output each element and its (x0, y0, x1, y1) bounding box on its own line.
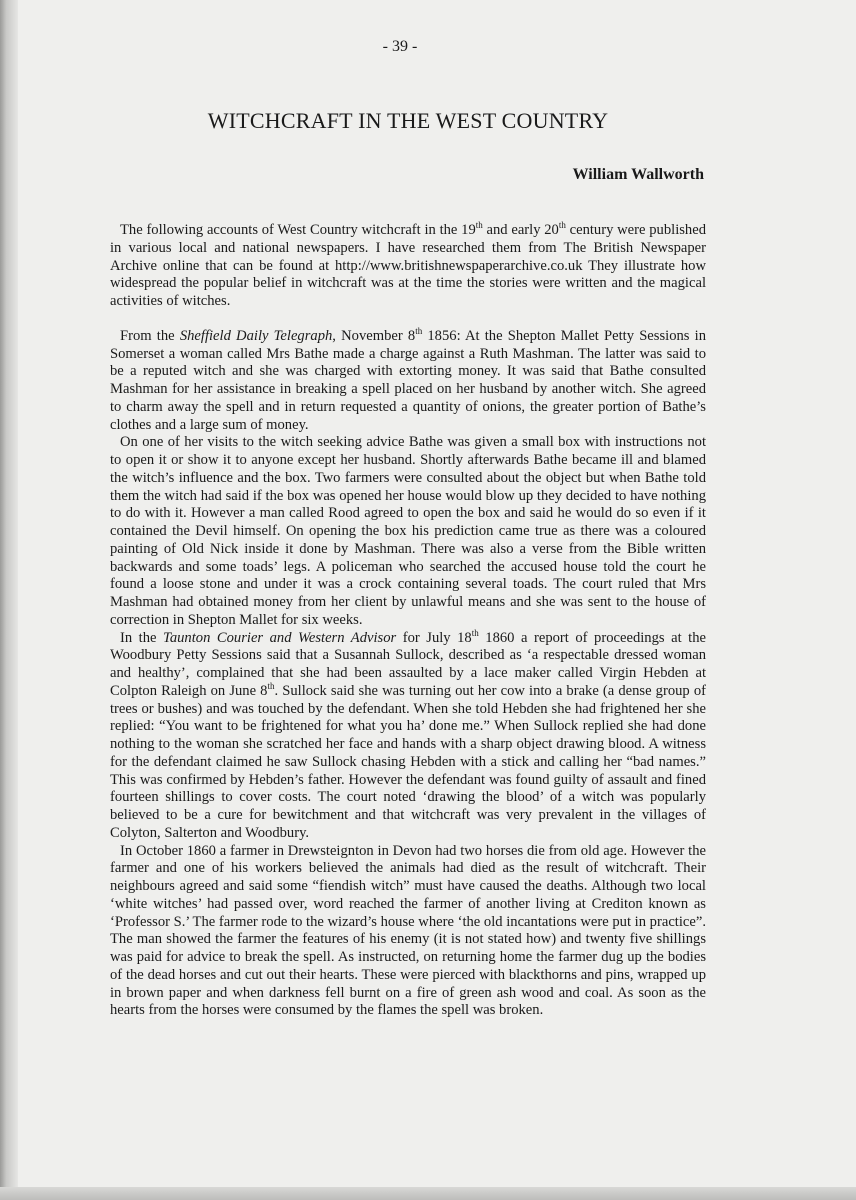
paragraph-box: On one of her visits to the witch seeking advice Bathe was given a small box with instructions not to open it or show it to anyone except her husband. Shortly afterwards Bathe became ill and blamed the witch’s influence and the box. Two farmers were consulted about the object but when Bathe told them the witch had said if the box was opened her house would blow up they decided to have nothing to do with it. However a man called Rood agreed to open the box and said he would do so even if it contained the Devil himself. On opening the box his prediction came true as there was a coloured painting of Old Nick inside it done by Mashman. There was also a verse from the Bible written backwards and some toads’ legs. A policeman who searched the accused house told the court he found a loose stone and under it was a crock containing several toads. The court ruled that Mrs Mashman had obtained money from her client by unlawful means and she was sent to the house of correction in Shepton Mallet for six weeks. (110, 434, 706, 628)
newspaper-title: Sheffield Daily Telegraph (179, 327, 333, 344)
intro-paragraph: The following accounts of West Country witchcraft in the 19th and early 20th century were published in various local and national newspapers. I have researched them from The British Newspaper Archive online that can be found at http://www.britishnewspaperarchive.co.uk They illustrate how widespread the popular belief in witchcraft was at the time the stories were written and the magical activities of witches. (110, 220, 706, 309)
article-body (110, 222, 706, 1020)
article-title: WITCHCRAFT IN THE WEST COUNTRY (207, 108, 609, 133)
page-number: - 39 - (382, 38, 418, 55)
article-author: William Wallworth (572, 166, 704, 183)
paragraph-taunton: In the Taunton Courier and Western Advisor for July 18th 1860 a report of proceedings at the Woodbury Petty Sessions said that a Susannah Sullock, described as ‘a respectable dressed woman and healthy’, complained that she had been assaulted by a lace maker called Virgin Hebden at Colpton Raleigh on June 8th. Sullock said she was turning out her cow into a brake (a dense group of trees or bushes) and was touched by the defendant. When she told Hebden she had frightened her she replied: “You want to be frightened for what you ha’ done me.” When Sullock replied she had done nothing to the woman she scratched her face and hands with a sharp object drawing blood. A witness for the defendant claimed he saw Sullock chasing Hebden with a stick and calling her “bad names.” This was confirmed by Hebden’s father. However the defendant was found guilty of assault and fined fourteen shillings to cover costs. The court noted ‘drawing the blood’ of a witch was popularly believed to be a cure for bewitchment and that witchcraft was very prevalent in the villages of Colyton, Salterton and Woodbury. (110, 627, 706, 841)
page-bottom-edge (0, 1187, 856, 1200)
newspaper-title: Taunton Courier and Western Advisor (163, 629, 397, 646)
paragraph-drewsteignton: In October 1860 a farmer in Drewsteignton in Devon had two horses die from old age. However the farmer and one of his workers believed the animals had died as the result of witchcraft. Their neighbours agreed and said some “fiendish witch” must have caused the deaths. Although two local ‘white witches’ had passed over, word reached the farmer of another living at Crediton known as ‘Professor S.’ The farmer rode to the wizard’s house where ‘the old incantations were put in practice”. The man showed the farmer the features of his enemy (it is not stated how) and twenty five shillings was paid for advice to break the spell. As instructed, on returning home the farmer dug up the bodies of the dead horses and cut out their hearts. These were pierced with blackthorns and pins, wrapped up in brown paper and when darkness fell burnt on a fire of green ash wood and coal. As soon as the hearts from the horses were consumed by the flames the spell was broken. (110, 842, 706, 1019)
book-spine-shadow (0, 0, 18, 1200)
paragraph-sheffield: From the Sheffield Daily Telegraph, November 8th 1856: At the Shepton Mallet Petty Sessions in Somerset a woman called Mrs Bathe made a charge against a Ruth Mashman. The latter was said to be a reputed witch and she was charged with extorting money. It was said that Bathe consulted Mashman for her assistance in breaking a spell placed on her husband by another witch. She agreed to charm away the spell and in return requested a quantity of onions, the greater portion of Bathe’s clothes and a large sum of money. (110, 325, 706, 433)
